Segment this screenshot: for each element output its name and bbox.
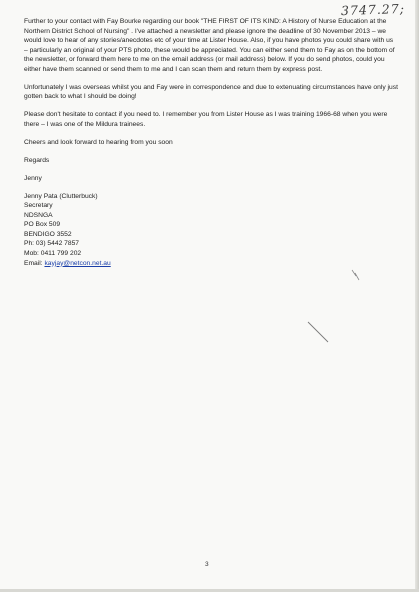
page-number: 3 bbox=[205, 561, 209, 568]
email-label: Email: bbox=[24, 259, 45, 267]
paragraph-contact: Please don't hesitate to contact if you need to. I remember you from Lister House as I was training 1966-68 when you were there – I was one of the Mildura trainees. bbox=[24, 111, 388, 128]
signature-mobile: Mob: 0411 799 202 bbox=[24, 250, 82, 258]
signature-title: Secretary bbox=[24, 202, 53, 210]
email-link[interactable]: kayjay@netcon.net.au bbox=[44, 259, 111, 267]
signature-phone: Ph: 03) 5442 7857 bbox=[24, 240, 80, 248]
paragraph-overseas: Unfortunately I was overseas whilst you and Fay were in correspondence and due to extenuating circumstances have only just gotten back to what I should be doing! bbox=[24, 83, 398, 100]
signature-organisation: NDSNGA bbox=[24, 211, 53, 219]
signature-name: Jenny Pata (Clutterbuck) bbox=[24, 192, 98, 200]
signature-email-line bbox=[24, 259, 398, 269]
closing-name: Jenny bbox=[24, 174, 42, 182]
paragraph-cheers: Cheers and look forward to hearing from you soon bbox=[24, 138, 173, 146]
letter-body bbox=[24, 17, 398, 268]
signature-block bbox=[24, 192, 398, 269]
signature-po-box: PO Box 509 bbox=[24, 221, 61, 229]
closing-regards: Regards bbox=[24, 156, 50, 164]
stray-pen-mark-stroke bbox=[306, 320, 332, 346]
scan-edge-right bbox=[415, 0, 419, 592]
signature-city: BENDIGO 3552 bbox=[24, 230, 72, 238]
paragraph-book-request: Further to your contact with Fay Bourke regarding our book "THE FIRST OF ITS KIND: A History of Nurse Education at the Northern District School of Nursing" . I've attached a newsletter and please ignore the deadline of 30 November 2013 – we would love to hear of any stories/anecdotes etc of your time at Lister House. Also, if you have photos you could share with us – particularly an original of your PTS photo, these would be appreciated. You can either send them to Fay as on the bottom of the newsletter, or forward them here to me on the email address (or mail address) below. If you do send photos, could you either have them scanned or send them to me and I can scan them and return them by express post. bbox=[24, 18, 395, 73]
stray-pen-mark-small bbox=[350, 268, 362, 282]
handwritten-reference-number: 3747.27; bbox=[340, 0, 406, 19]
